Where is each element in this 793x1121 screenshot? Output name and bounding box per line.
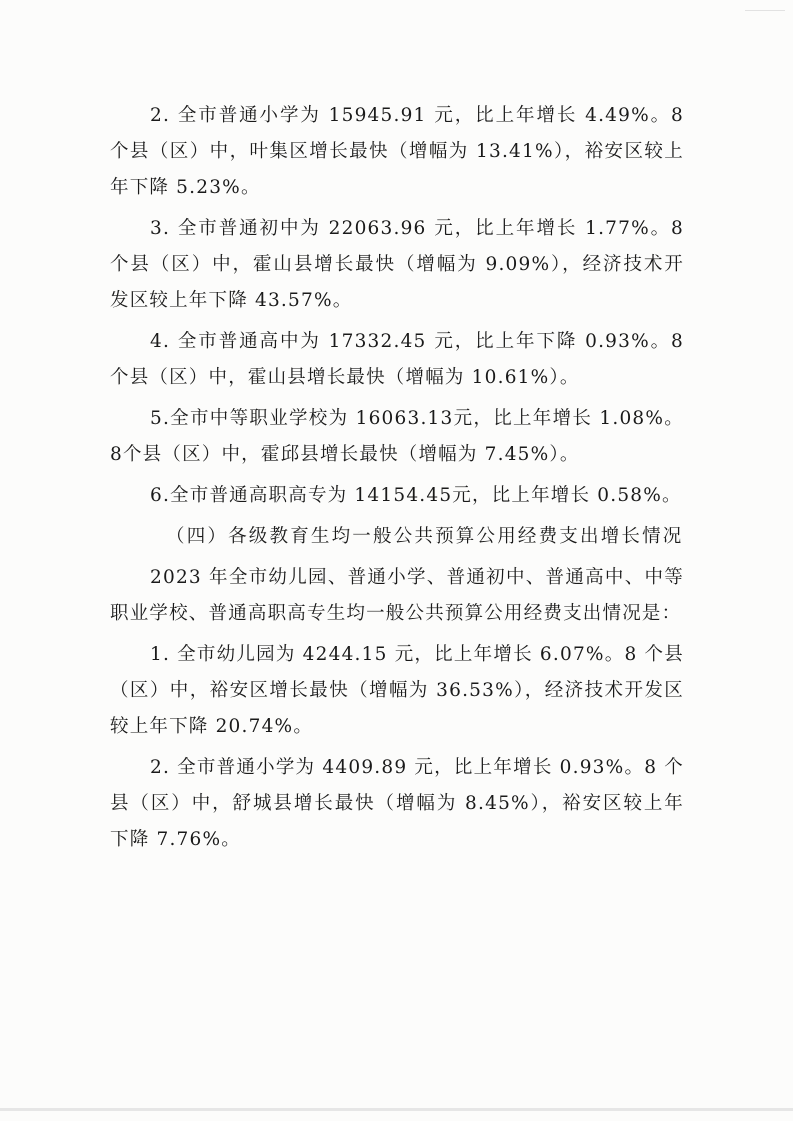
paragraph-junior-middle-school-average: 3. 全市普通初中为 22063.96 元，比上年增长 1.77%。8 个县（区）中，霍山县增长最快（增幅为 9.09%），经济技术开发区较上年下降 43.57%。 [110,218,684,311]
document-body [110,98,684,858]
paragraph-expenditure-intro: 2023 年全市幼儿园、普通小学、普通初中、普通高中、中等职业学校、普通高职高专生均一般公共预算公用经费支出情况是： [110,567,684,624]
paragraph-vocational-school-average: 5.全市中等职业学校为 16063.13元，比上年增长 1.08%。8个县（区）中，霍邱县增长最快（增幅为 7.45%）。 [110,408,684,465]
paragraph-kindergarten-expenditure: 1. 全市幼儿园为 4244.15 元，比上年增长 6.07%。8 个县（区）中，裕安区增长最快（增幅为 36.53%），经济技术开发区较上年下降 20.74%。 [110,644,684,737]
paragraph-primary-school-expenditure: 2. 全市普通小学为 4409.89 元，比上年增长 0.93%。8 个县（区）中，舒城县增长最快（增幅为 8.45%），裕安区较上年下降 7.76%。 [110,757,684,850]
section-heading-public-expenditure-growth: （四）各级教育生均一般公共预算公用经费支出增长情况 [166,526,684,547]
scan-bottom-edge [0,1108,793,1111]
paragraph-higher-vocational-average: 6.全市普通高职高专为 14154.45元，比上年增长 0.58%。 [150,485,682,506]
scan-edge-mark [745,10,785,23]
paragraph-senior-high-school-average: 4. 全市普通高中为 17332.45 元，比上年下降 0.93%。8 个县（区）中，霍山县增长最快（增幅为 10.61%）。 [110,331,684,388]
paragraph-primary-school-average: 2. 全市普通小学为 15945.91 元，比上年增长 4.49%。8 个县（区）中，叶集区增长最快（增幅为 13.41%），裕安区较上年下降 5.23%。 [110,105,684,198]
